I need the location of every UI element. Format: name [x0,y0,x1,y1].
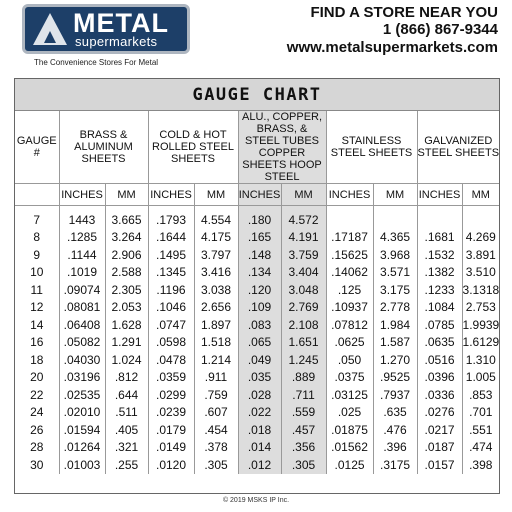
value-cell: .0149 [148,439,194,457]
value-cell: 3.510 [462,264,499,282]
inches-header: INCHES [59,184,105,206]
table-row [15,229,499,247]
value-cell [417,206,462,229]
category-header: ALU., COPPER, BRASS, & STEEL TUBES COPPER SHEETS HOOP STEEL [238,111,326,184]
value-cell: 1.310 [462,351,499,369]
value-cell [373,206,417,229]
value-cell: .701 [462,404,499,422]
units-blank-cell [15,184,59,206]
value-cell: .01875 [326,421,373,439]
value-cell: .17187 [326,229,373,247]
value-cell: .02535 [59,386,105,404]
value-cell: .125 [326,281,373,299]
value-cell: 3.1318 [462,282,500,297]
gauge-cell: 8 [33,230,41,245]
table-row [15,386,499,404]
gauge-cell: 24 [30,405,44,420]
value-cell: .05082 [59,334,105,352]
value-cell: .0179 [148,421,194,439]
value-cell: 1.628 [105,316,148,334]
value-cell: .083 [238,316,281,334]
value-cell: .0217 [417,421,462,439]
value-cell: .0187 [417,439,462,457]
value-cell: 4.554 [194,206,238,229]
logo-metal-text: METAL [73,8,169,38]
value-cell: .0276 [417,404,462,422]
value-cell: .0625 [326,334,373,352]
value-cell: .378 [194,439,238,457]
value-cell: .812 [105,369,148,387]
copyright: © 2019 MSKS IP Inc. [222,497,290,504]
value-cell: 2.753 [462,299,499,317]
value-cell: .321 [105,439,148,457]
category-header: COLD & HOT ROLLED STEEL SHEETS [148,111,238,184]
value-cell: 1.587 [373,334,417,352]
value-cell: .759 [194,386,238,404]
value-cell: 1.005 [462,369,499,387]
value-cell: .01562 [326,439,373,457]
inches-header: INCHES [148,184,194,206]
table-row [15,246,499,264]
value-cell: 4.365 [373,229,417,247]
gauge-cell: 22 [30,387,44,402]
value-cell: .022 [238,404,281,422]
value-cell: .1532 [417,246,462,264]
category-header-row [15,111,499,184]
value-cell: .1681 [417,229,462,247]
gauge-cell: 12 [30,300,44,315]
value-cell: 2.053 [105,299,148,317]
value-cell: .1019 [59,264,105,282]
value-cell: .0157 [417,456,462,474]
value-cell: .255 [105,456,148,474]
inches-header: INCHES [326,184,373,206]
value-cell: .3175 [373,456,417,474]
value-cell: .0598 [148,334,194,352]
value-cell: .1084 [417,299,462,317]
value-cell: .0239 [148,404,194,422]
value-cell: .180 [238,206,281,229]
table-row [15,456,499,474]
value-cell: .305 [194,456,238,474]
value-cell: 2.778 [373,299,417,317]
gauge-chart [14,78,500,494]
table-row [15,206,499,229]
value-cell: .0125 [326,456,373,474]
value-cell: 3.797 [194,246,238,264]
value-cell: .012 [238,456,281,474]
value-cell: 2.656 [194,299,238,317]
find-store-text: FIND A STORE NEAR YOU [310,4,498,21]
value-cell: .08081 [59,299,105,317]
value-cell: .559 [281,404,326,422]
value-cell: .635 [373,404,417,422]
table-row [15,351,499,369]
value-cell: .889 [281,369,326,387]
value-cell: .911 [194,369,238,387]
value-cell: 1.291 [105,334,148,352]
value-cell: .711 [281,386,326,404]
value-cell: 1.984 [373,316,417,334]
table-row [15,264,499,282]
value-cell: .025 [326,404,373,422]
value-cell: .165 [238,229,281,247]
value-cell: .0785 [417,316,462,334]
tagline: The Convenience Stores For Metal [34,58,159,67]
value-cell: 2.906 [105,246,148,264]
triangle-logo-inner-icon [44,31,56,43]
value-cell: .0120 [148,456,194,474]
gauge-cell: 9 [33,247,41,262]
table-row [15,316,499,334]
value-cell: 3.404 [281,264,326,282]
metal-supermarkets-logo[interactable] [22,4,190,54]
value-cell: 3.968 [373,246,417,264]
value-cell: 1.245 [281,351,326,369]
table-row [15,439,499,457]
gauge-cell: 28 [30,440,44,455]
table-row [15,369,499,387]
chart-title: GAUGE CHART [15,79,499,111]
units-header-row [15,184,499,206]
gauge-cell: 20 [30,370,44,385]
table-row [15,404,499,422]
table-row [15,334,499,352]
value-cell: .06408 [59,316,105,334]
value-cell: .04030 [59,351,105,369]
value-cell: .551 [462,421,499,439]
store-info [287,4,498,57]
table-row [15,421,499,439]
mm-header: MM [281,184,326,206]
value-cell: .1793 [148,206,194,229]
value-cell: .09074 [59,281,105,299]
value-cell: .07812 [326,316,373,334]
inches-header: INCHES [238,184,281,206]
value-cell: .0359 [148,369,194,387]
gauge-header: GAUGE # [15,111,59,184]
value-cell: 3.759 [281,246,326,264]
table-row [15,281,499,299]
value-cell: 3.175 [373,281,417,299]
value-cell: .018 [238,421,281,439]
value-cell: .607 [194,404,238,422]
value-cell: .0336 [417,386,462,404]
value-cell: 2.305 [105,281,148,299]
value-cell: 1.6129 [462,335,500,350]
value-cell: 3.571 [373,264,417,282]
value-cell: .1233 [417,281,462,299]
value-cell: 4.572 [281,206,326,229]
value-cell: .1196 [148,281,194,299]
value-cell: .1495 [148,246,194,264]
value-cell: .065 [238,334,281,352]
value-cell: .0635 [417,334,462,352]
value-cell: 3.891 [462,246,499,264]
value-cell: 1.024 [105,351,148,369]
value-cell: .9525 [373,369,417,387]
value-cell: 4.175 [194,229,238,247]
value-cell: 1443 [59,206,105,229]
value-cell: .01594 [59,421,105,439]
value-cell [462,206,499,229]
value-cell: .1144 [59,246,105,264]
mm-header: MM [105,184,148,206]
value-cell: .148 [238,246,281,264]
header [0,0,512,76]
value-cell: .1285 [59,229,105,247]
value-cell: .1046 [148,299,194,317]
value-cell: .457 [281,421,326,439]
value-cell: 1.270 [373,351,417,369]
value-cell: .405 [105,421,148,439]
value-cell: .03196 [59,369,105,387]
value-cell: .1345 [148,264,194,282]
value-cell: .396 [373,439,417,457]
gauge-cell: 14 [30,317,44,332]
value-cell: .853 [462,386,499,404]
phone-number[interactable]: 1 (866) 867-9344 [382,21,498,38]
value-cell: 1.214 [194,351,238,369]
value-cell: .0375 [326,369,373,387]
value-cell: .0396 [417,369,462,387]
value-cell: 2.108 [281,316,326,334]
category-header: STAINLESS STEEL SHEETS [326,111,417,184]
gauge-table [15,111,499,474]
value-cell: 3.416 [194,264,238,282]
value-cell: 1.518 [194,334,238,352]
gauge-cell: 10 [30,265,44,280]
value-cell: .0299 [148,386,194,404]
value-cell: .398 [462,456,499,474]
value-cell: 4.191 [281,229,326,247]
value-cell: 3.264 [105,229,148,247]
website-link[interactable]: www.metalsupermarkets.com [286,39,498,56]
gauge-cell: 11 [30,282,43,297]
table-row [15,299,499,317]
value-cell: 1.9939 [462,317,500,332]
value-cell: .14062 [326,264,373,282]
mm-header: MM [462,184,499,206]
value-cell: .15625 [326,246,373,264]
value-cell: .050 [326,351,373,369]
value-cell: .028 [238,386,281,404]
value-cell: .014 [238,439,281,457]
value-cell: .109 [238,299,281,317]
gauge-cell: 18 [30,352,44,367]
value-cell: .01003 [59,456,105,474]
value-cell: .305 [281,456,326,474]
category-header: GALVANIZED STEEL SHEETS [417,111,499,184]
value-cell: 2.769 [281,299,326,317]
value-cell: .511 [105,404,148,422]
value-cell: .03125 [326,386,373,404]
gauge-cell: 7 [33,213,41,228]
value-cell: 4.269 [462,229,499,247]
gauge-cell: 16 [30,335,44,350]
value-cell: .049 [238,351,281,369]
gauge-cell: 30 [30,457,44,472]
value-cell: 3.665 [105,206,148,229]
value-cell: 3.048 [281,281,326,299]
value-cell: .1644 [148,229,194,247]
value-cell: .476 [373,421,417,439]
value-cell: .134 [238,264,281,282]
value-cell: .0478 [148,351,194,369]
value-cell: .035 [238,369,281,387]
value-cell: .454 [194,421,238,439]
value-cell: .01264 [59,439,105,457]
value-cell: .02010 [59,404,105,422]
value-cell: .1382 [417,264,462,282]
value-cell: .10937 [326,299,373,317]
value-cell: .356 [281,439,326,457]
value-cell: 1.651 [281,334,326,352]
value-cell: .474 [462,439,499,457]
category-header: BRASS & ALUMINUM SHEETS [59,111,148,184]
logo-supermarkets-text: supermarkets [75,34,158,49]
value-cell: .120 [238,281,281,299]
gauge-cell: 26 [30,422,44,437]
value-cell: .0516 [417,351,462,369]
value-cell: .7937 [373,386,417,404]
value-cell: 2.588 [105,264,148,282]
value-cell: 3.038 [194,281,238,299]
mm-header: MM [194,184,238,206]
inches-header: INCHES [417,184,462,206]
value-cell: .644 [105,386,148,404]
value-cell: .0747 [148,316,194,334]
mm-header: MM [373,184,417,206]
value-cell [326,206,373,229]
value-cell: 1.897 [194,316,238,334]
